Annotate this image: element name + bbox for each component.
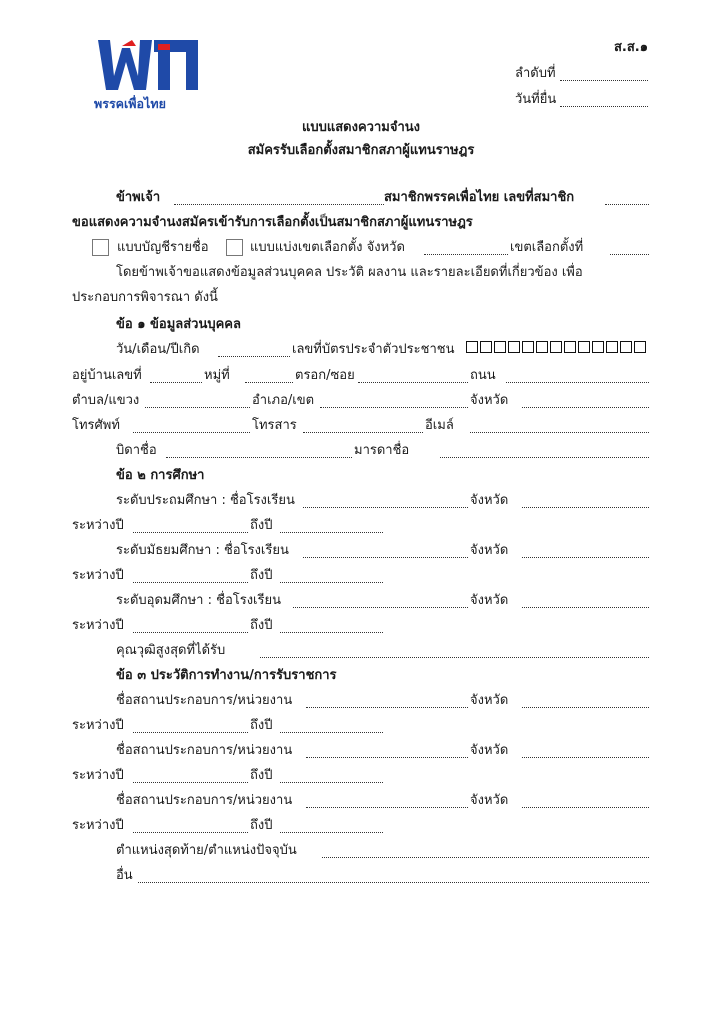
id-digit-box[interactable] <box>578 341 590 353</box>
org-2-period-label: ระหว่างปี <box>72 768 124 783</box>
org-1-period-label: ระหว่างปี <box>72 718 124 733</box>
other-label: อื่น <box>116 868 133 883</box>
org-2-from-year-field[interactable] <box>133 782 248 783</box>
province-label: จังหวัด <box>470 393 509 408</box>
order-no-field[interactable] <box>560 80 648 81</box>
highest-degree-field[interactable] <box>260 657 649 658</box>
constituency-label: แบบแบ่งเขตเลือกตั้ง จังหวัด <box>250 240 405 255</box>
applicant-name-field[interactable] <box>174 204 384 205</box>
mother-name-field[interactable] <box>440 457 649 458</box>
constituency-checkbox[interactable] <box>226 239 243 256</box>
secondary-to-year-field[interactable] <box>280 582 383 583</box>
id-digit-box[interactable] <box>466 341 478 353</box>
moo-field[interactable] <box>245 382 293 383</box>
org-1-to-year-label: ถึงปี <box>250 718 273 733</box>
subdistrict-field[interactable] <box>145 407 250 408</box>
form-title: แบบแสดงความจำนง <box>301 120 420 135</box>
section-3-heading: ข้อ ๓ ประวัติการทำงาน/การรับราชการ <box>116 668 337 683</box>
moo-label: หมู่ที่ <box>204 368 230 383</box>
email-label: อีเมล์ <box>425 418 454 433</box>
id-digit-box[interactable] <box>508 341 520 353</box>
party-list-checkbox[interactable] <box>92 239 109 256</box>
party-logo <box>92 36 204 114</box>
id-digit-box[interactable] <box>536 341 548 353</box>
org-1-to-year-field[interactable] <box>280 732 383 733</box>
party-list-label: แบบบัญชีรายชื่อ <box>117 240 209 255</box>
org-3-from-year-field[interactable] <box>133 832 248 833</box>
org-2-label: ชื่อสถานประกอบการ/หน่วยงาน <box>116 743 293 758</box>
id-card-digit-boxes[interactable] <box>466 341 648 357</box>
org-1-province-label: จังหวัด <box>470 693 509 708</box>
higher-ed-school-field[interactable] <box>293 607 468 608</box>
secondary-school-label: ระดับมัธยมศึกษา : ชื่อโรงเรียน <box>116 543 289 558</box>
section-2-heading: ข้อ ๒ การศึกษา <box>116 468 205 483</box>
fax-field[interactable] <box>303 432 423 433</box>
house-no-label: อยู่บ้านเลขที่ <box>72 368 142 383</box>
dob-label: วัน/เดือน/ปีเกิด <box>116 342 200 357</box>
last-position-field[interactable] <box>322 857 649 858</box>
higher-ed-from-year-field[interactable] <box>133 632 248 633</box>
last-position-label: ตำแหน่งสุดท้าย/ตำแหน่งปัจจุบัน <box>116 843 297 858</box>
org-3-to-year-field[interactable] <box>280 832 383 833</box>
phone-field[interactable] <box>133 432 250 433</box>
secondary-school-field[interactable] <box>303 557 468 558</box>
higher-ed-to-year-field[interactable] <box>280 632 383 633</box>
dob-field[interactable] <box>218 356 290 357</box>
org-3-period-label: ระหว่างปี <box>72 818 124 833</box>
intent-statement: ขอแสดงความจำนงสมัครเข้ารับการเลือกตั้งเป็นสมาชิกสภาผู้แทนราษฎร <box>72 215 473 230</box>
i-label: ข้าพเจ้า <box>116 190 161 205</box>
org-3-field[interactable] <box>306 807 468 808</box>
email-field[interactable] <box>470 432 649 433</box>
org-2-province-label: จังหวัด <box>470 743 509 758</box>
party-monogram-icon <box>92 36 204 94</box>
phone-label: โทรศัพท์ <box>72 418 120 433</box>
org-2-to-year-label: ถึงปี <box>250 768 273 783</box>
father-label: บิดาชื่อ <box>116 443 157 458</box>
id-digit-box[interactable] <box>592 341 604 353</box>
subdistrict-label: ตำบล/แขวง <box>72 393 140 408</box>
soi-label: ตรอก/ซอย <box>295 368 355 383</box>
org-3-province-field[interactable] <box>522 807 649 808</box>
secondary-to-year-label: ถึงปี <box>250 568 273 583</box>
primary-from-year-field[interactable] <box>133 532 248 533</box>
submit-date-field[interactable] <box>560 106 648 107</box>
org-1-label: ชื่อสถานประกอบการ/หน่วยงาน <box>116 693 293 708</box>
party-name: พรรคเพื่อไทย <box>94 96 166 111</box>
primary-school-label: ระดับประถมศึกษา : ชื่อโรงเรียน <box>116 493 295 508</box>
primary-school-field[interactable] <box>303 507 468 508</box>
other-field[interactable] <box>138 882 649 883</box>
org-1-province-field[interactable] <box>522 707 649 708</box>
road-label: ถนน <box>470 368 496 383</box>
primary-period-label: ระหว่างปี <box>72 518 124 533</box>
org-2-to-year-field[interactable] <box>280 782 383 783</box>
secondary-period-label: ระหว่างปี <box>72 568 124 583</box>
submit-date-label: วันที่ยื่น <box>515 92 557 107</box>
org-3-to-year-label: ถึงปี <box>250 818 273 833</box>
soi-field[interactable] <box>358 382 468 383</box>
id-card-label: เลขที่บัตรประจำตัวประชาชน <box>292 342 455 357</box>
member-no-label: สมาชิกพรรคเพื่อไทย เลขที่สมาชิก <box>384 190 575 205</box>
higher-ed-to-year-label: ถึงปี <box>250 618 273 633</box>
org-1-field[interactable] <box>306 707 468 708</box>
highest-degree-label: คุณวุฒิสูงสุดที่ได้รับ <box>116 643 226 658</box>
primary-province-label: จังหวัด <box>470 493 509 508</box>
id-digit-box[interactable] <box>564 341 576 353</box>
district-no-field[interactable] <box>610 254 649 255</box>
form-subtitle: สมัครรับเลือกตั้งสมาชิกสภาผู้แทนราษฎร <box>247 143 475 158</box>
province-field[interactable] <box>522 407 649 408</box>
member-no-field[interactable] <box>605 204 649 205</box>
fax-label: โทรสาร <box>252 418 297 433</box>
road-field[interactable] <box>506 382 649 383</box>
higher-ed-province-field[interactable] <box>522 607 649 608</box>
higher-ed-period-label: ระหว่างปี <box>72 618 124 633</box>
id-digit-box[interactable] <box>634 341 646 353</box>
constituency-province-field[interactable] <box>424 254 508 255</box>
higher-ed-label: ระดับอุดมศึกษา : ชื่อโรงเรียน <box>116 593 281 608</box>
id-digit-box[interactable] <box>620 341 632 353</box>
secondary-province-label: จังหวัด <box>470 543 509 558</box>
district-label: อำเภอ/เขต <box>252 393 315 408</box>
org-2-field[interactable] <box>306 757 468 758</box>
id-digit-box[interactable] <box>494 341 506 353</box>
primary-province-field[interactable] <box>522 507 649 508</box>
consent-text-2: ประกอบการพิจารณา ดังนี้ <box>72 290 218 305</box>
section-1-heading: ข้อ ๑ ข้อมูลส่วนบุคคล <box>116 317 241 332</box>
org-3-province-label: จังหวัด <box>470 793 509 808</box>
consent-text-1: โดยข้าพเจ้าขอแสดงข้อมูลส่วนบุคคล ประวัติ ผลงาน และรายละเอียดที่เกี่ยวข้อง เพื่อ <box>116 265 583 280</box>
primary-to-year-field[interactable] <box>280 532 383 533</box>
higher-ed-province-label: จังหวัด <box>470 593 509 608</box>
district-field[interactable] <box>320 407 468 408</box>
order-no-label: ลำดับที่ <box>515 66 556 81</box>
id-digit-box[interactable] <box>606 341 618 353</box>
id-digit-box[interactable] <box>550 341 562 353</box>
org-3-label: ชื่อสถานประกอบการ/หน่วยงาน <box>116 793 293 808</box>
org-1-from-year-field[interactable] <box>133 732 248 733</box>
district-no-label: เขตเลือกตั้งที่ <box>510 240 584 255</box>
id-digit-box[interactable] <box>480 341 492 353</box>
primary-to-year-label: ถึงปี <box>250 518 273 533</box>
father-name-field[interactable] <box>166 457 352 458</box>
form-code: ส.ส.๑ <box>614 40 648 55</box>
secondary-province-field[interactable] <box>522 557 649 558</box>
org-2-province-field[interactable] <box>522 757 649 758</box>
secondary-from-year-field[interactable] <box>133 582 248 583</box>
mother-label: มารดาชื่อ <box>354 443 410 458</box>
house-no-field[interactable] <box>150 382 202 383</box>
id-digit-box[interactable] <box>522 341 534 353</box>
